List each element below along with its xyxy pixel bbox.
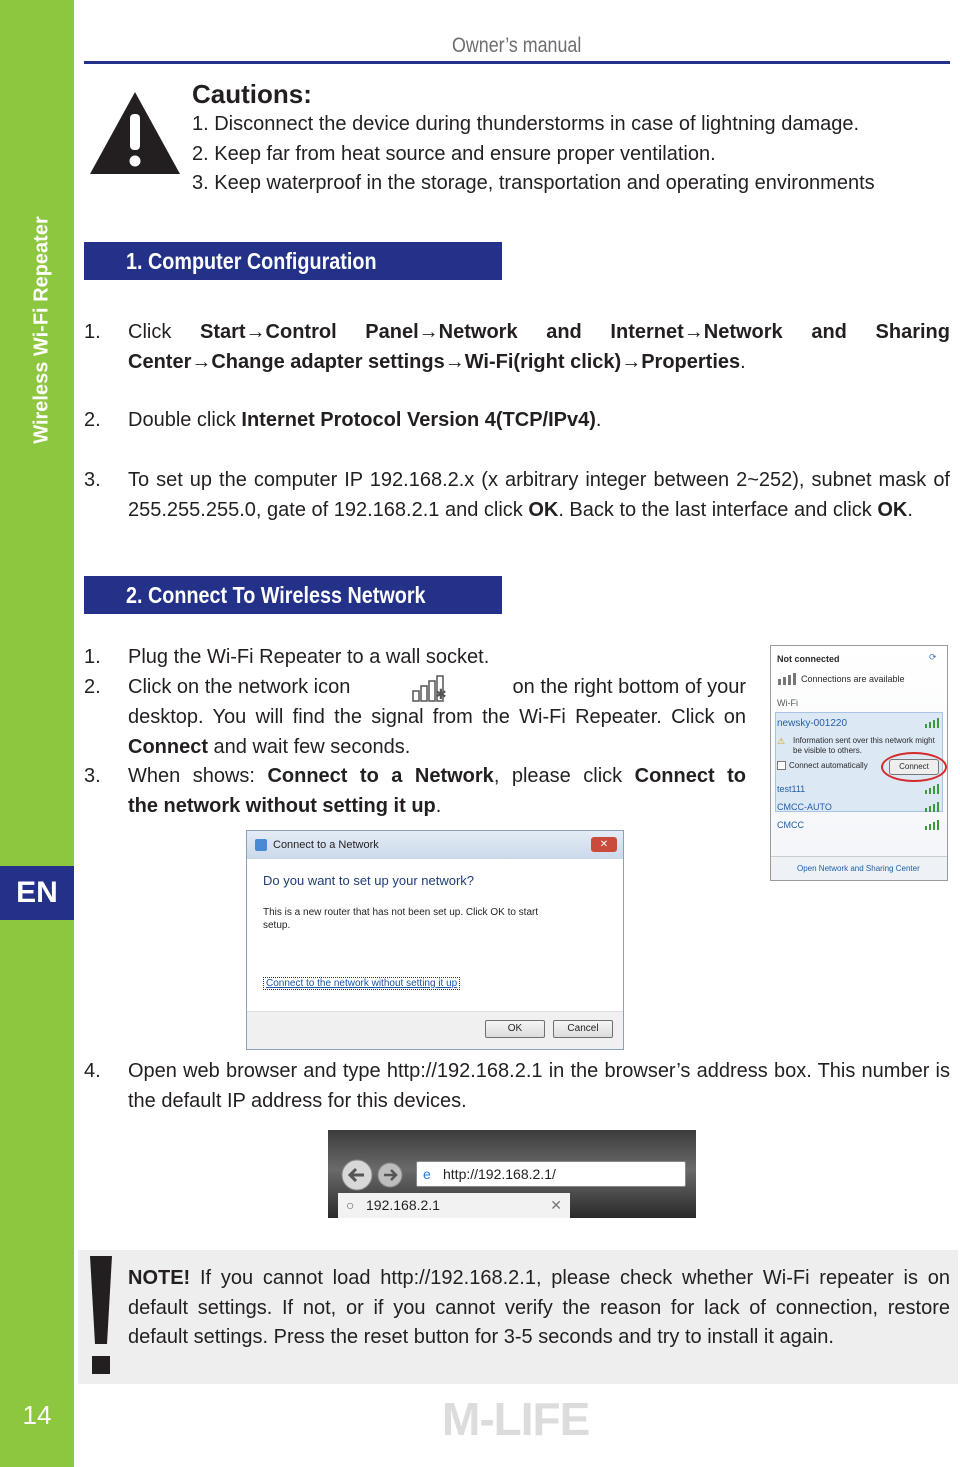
network-window-icon <box>255 839 267 851</box>
signal-icon <box>925 820 939 830</box>
ok-button[interactable]: OK <box>485 1020 545 1038</box>
exclamation-icon <box>86 1254 116 1378</box>
step-text: Click on the network icon ✱ on the right bottom of your desktop. You will find the signal from the Wi-Fi Repeater. Click on Connect and wait few seconds. <box>128 673 746 762</box>
shield-warning-icon: ⚠ <box>777 736 786 746</box>
step-number: 3. <box>84 765 101 787</box>
network-item[interactable]: test111 <box>777 784 806 794</box>
security-warning: Information sent over this network might be visible to others. <box>793 736 935 755</box>
step-text: Plug the Wi-Fi Repeater to a wall socket. <box>128 646 490 668</box>
step-text: To set up the computer IP 192.168.2.x (x arbitrary integer between 2~252), subnet mask of 255.255.255.0, gate of 192.168.2.1 and click OK. Back to the last interface and click OK. <box>128 469 950 521</box>
refresh-icon: ⟳ <box>929 652 937 662</box>
dialog-body: This is a new router that has not been set up. Click OK to start setup. <box>263 907 539 931</box>
step-number: 2. <box>84 409 101 431</box>
note-text: NOTE! If you cannot load http://192.168.2.1, please check whether Wi-Fi repeater is on default settings. If not, or if you cannot verify the reason for lack of connection, restore default settings. Press the reset button for 3-5 seconds and try to install it again. <box>128 1267 950 1348</box>
highlight-circle <box>881 752 947 782</box>
network-panel-screenshot <box>770 645 948 881</box>
address-bar[interactable] <box>416 1161 686 1187</box>
step-text: Click Start→Control Panel→Network and Internet→Network and Sharing Center→Change adapter settings→Wi-Fi(right click)→Properties. <box>128 321 950 373</box>
svg-text:✱: ✱ <box>435 686 448 702</box>
caution-item: 1. Disconnect the device during thunderstorms in case of lightning damage. <box>192 113 860 135</box>
cautions-title: Cautions: <box>192 79 312 109</box>
step-number: 4. <box>84 1060 101 1082</box>
address-text: http://192.168.2.1/ <box>443 1166 556 1182</box>
step-text: When shows: Connect to a Network, please click Connect to the network without setting it up. <box>128 765 746 817</box>
step-text: Double click Internet Protocol Version 4(TCP/IPv4). <box>128 409 602 431</box>
network-sharing-center-link[interactable]: Open Network and Sharing Center <box>797 864 920 873</box>
header-rule <box>84 61 950 64</box>
connect-dialog-screenshot <box>246 830 624 1050</box>
tab-title: 192.168.2.1 <box>366 1197 440 1213</box>
cancel-button[interactable]: Cancel <box>553 1020 613 1038</box>
language-badge: EN <box>0 866 74 920</box>
network-icon <box>411 673 451 703</box>
page-number: 14 <box>22 1400 52 1430</box>
browser-screenshot <box>328 1130 696 1218</box>
connect-without-setup-link[interactable]: Connect to the network without setting it up <box>263 977 460 990</box>
auto-connect-checkbox[interactable] <box>777 761 786 770</box>
cautions-block <box>192 78 958 199</box>
sidebar-title: Wireless Wi-Fi Repeater <box>30 216 53 444</box>
back-forward-icon[interactable] <box>340 1158 410 1192</box>
step-number: 3. <box>84 469 101 491</box>
signal-icon <box>925 718 939 728</box>
browser-tab[interactable] <box>338 1193 570 1218</box>
brand-logo: M-LIFE <box>442 1393 590 1445</box>
step-number: 1. <box>84 321 101 343</box>
connections-available: Connections are available <box>801 674 905 684</box>
close-tab-icon[interactable]: ✕ <box>550 1197 562 1213</box>
ie-icon: e <box>423 1166 431 1182</box>
warning-triangle-icon <box>88 90 182 176</box>
step-text: Open web browser and type http://192.168.2.1 in the browser’s address box. This number is the default IP address for this devices. <box>128 1060 950 1112</box>
network-item[interactable]: CMCC <box>777 820 804 830</box>
close-icon[interactable]: ✕ <box>591 837 617 852</box>
loading-icon: ○ <box>346 1197 355 1213</box>
header-label: Owner’s manual <box>452 34 582 57</box>
caution-item: 3. Keep waterproof in the storage, transportation and operating environments <box>192 172 875 194</box>
network-item[interactable]: CMCC-AUTO <box>777 802 832 812</box>
network-item-newsky[interactable]: newsky-001220 <box>777 718 848 729</box>
section-connect-wireless-banner: 2. Connect To Wireless Network <box>84 576 502 614</box>
step-number: 2. <box>84 676 101 698</box>
connect-button[interactable]: Connect <box>889 759 939 775</box>
dialog-question: Do you want to set up your network? <box>263 873 475 888</box>
connections-icon <box>777 672 799 686</box>
wifi-group-label: Wi-Fi <box>777 698 798 708</box>
sidebar <box>0 0 74 1467</box>
dialog-title: Connect to a Network <box>273 839 379 851</box>
auto-connect-label: Connect automatically <box>789 761 868 770</box>
signal-icon <box>925 802 939 812</box>
caution-item: 2. Keep far from heat source and ensure proper ventilation. <box>192 142 716 165</box>
dialog-titlebar <box>247 831 623 859</box>
step-number: 1. <box>84 646 101 668</box>
network-status: Not connected <box>777 654 840 664</box>
signal-icon <box>925 784 939 794</box>
section-computer-configuration-banner: 1. Computer Configuration <box>84 242 502 280</box>
